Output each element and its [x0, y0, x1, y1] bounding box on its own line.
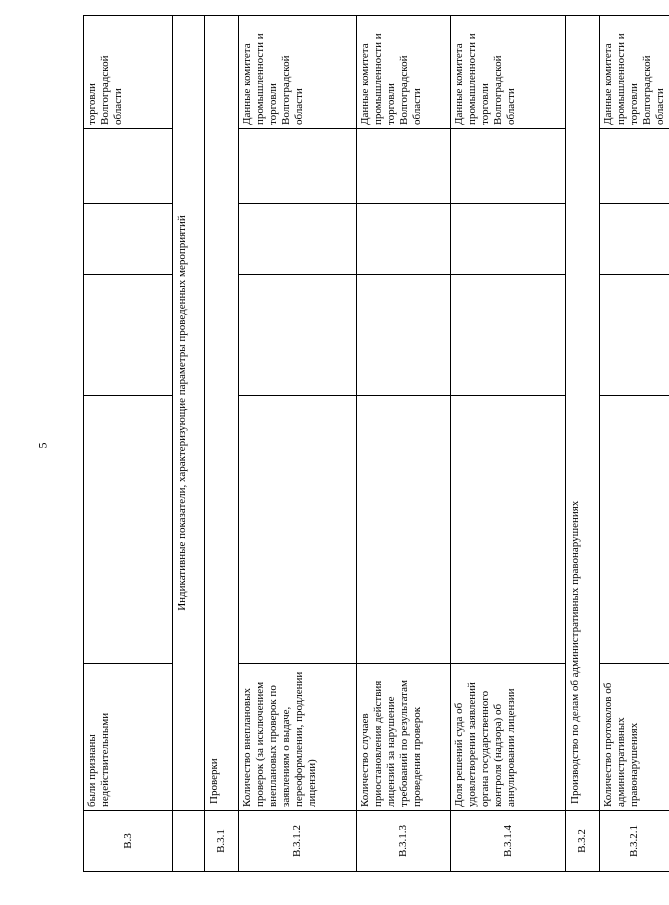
row-name: были признаны недействительными — [84, 664, 173, 811]
empty-cell — [173, 811, 205, 872]
subsection-title: Производство по делам об административных правонарушениях — [566, 16, 600, 811]
subsection-row — [205, 16, 239, 872]
empty-cell — [451, 396, 566, 664]
table-row — [239, 16, 357, 872]
empty-cell — [357, 396, 451, 664]
row-code: В.3.1.2 — [239, 811, 357, 872]
empty-cell — [600, 204, 669, 275]
empty-cell — [84, 275, 173, 396]
table-row-continued — [84, 16, 173, 872]
row-code: В.3 — [84, 811, 173, 872]
subsection-title: Проверки — [205, 16, 239, 811]
row-source: Данные комитета промышленности и торговли Волгоградской области — [239, 16, 357, 129]
empty-cell — [600, 129, 669, 204]
page-number: 5 — [35, 442, 50, 449]
row-name: Доля решений суда об удовлетворении заявлений органа государственного контроля (надзора) об аннулировании лицензии — [451, 664, 566, 811]
indicators-table — [83, 15, 669, 872]
empty-cell — [84, 204, 173, 275]
table-row — [451, 16, 566, 872]
empty-cell — [357, 204, 451, 275]
empty-cell — [357, 129, 451, 204]
section-heading: Индикативные показатели, характеризующие параметры проведенных мероприятий — [173, 16, 205, 811]
empty-cell — [239, 129, 357, 204]
subsection-code: В.3.2 — [566, 811, 600, 872]
row-name: Количество протоколов об административных правонарушениях — [600, 664, 669, 811]
empty-cell — [451, 129, 566, 204]
row-code: В.3.1.4 — [451, 811, 566, 872]
empty-cell — [357, 275, 451, 396]
row-source: Данные комитета промышленности и торговли Волгоградской области — [451, 16, 566, 129]
table-row — [600, 16, 669, 872]
row-name: Количество случаев приостановления действия лицензий за нарушение требований по результатам проведения проверок — [357, 664, 451, 811]
subsection-code: В.3.1 — [205, 811, 239, 872]
empty-cell — [84, 396, 173, 664]
empty-cell — [239, 204, 357, 275]
empty-cell — [451, 275, 566, 396]
section-heading-row — [173, 16, 205, 872]
row-source: Данные комитета промышленности и торговли Волгоградской области — [600, 16, 669, 129]
empty-cell — [600, 275, 669, 396]
empty-cell — [239, 396, 357, 664]
row-code: В.3.1.3 — [357, 811, 451, 872]
rotated-page-content — [83, 16, 666, 872]
subsection-row — [566, 16, 600, 872]
table-row — [357, 16, 451, 872]
empty-cell — [451, 204, 566, 275]
row-code: В.3.2.1 — [600, 811, 669, 872]
row-name: Количество внеплановых проверок (за исключением внеплановых проверок по заявлениям о выдаче, переоформлении, продлении лицензии) — [239, 664, 357, 811]
empty-cell — [239, 275, 357, 396]
row-source: торговли Волгоградской области — [84, 16, 173, 129]
empty-cell — [600, 396, 669, 664]
empty-cell — [84, 129, 173, 204]
row-source: Данные комитета промышленности и торговли Волгоградской области — [357, 16, 451, 129]
